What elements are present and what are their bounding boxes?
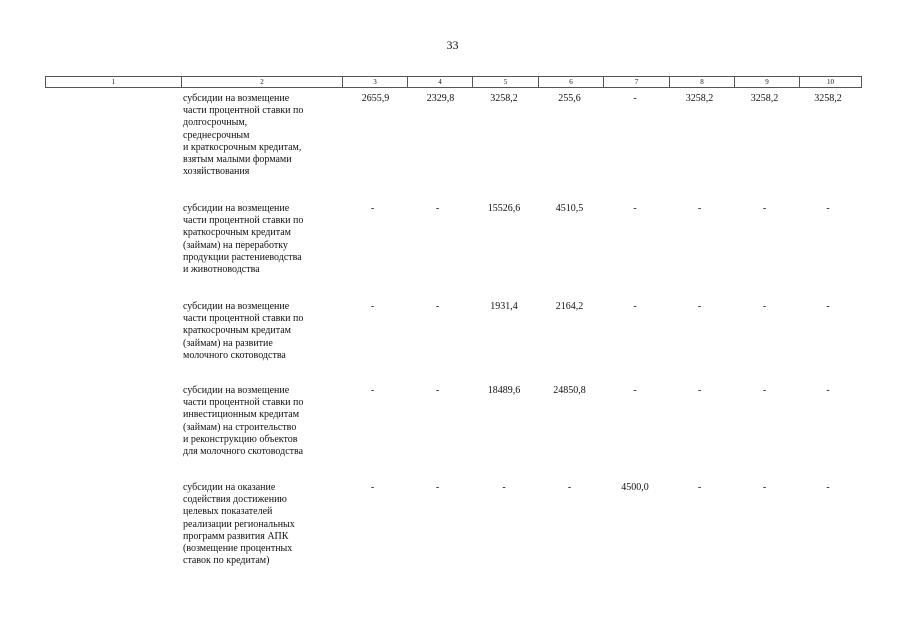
- value-col-8: -: [697, 203, 702, 214]
- value-col-3: -: [370, 482, 375, 493]
- value-col-8: -: [697, 482, 702, 493]
- value-col-6: 2164,2: [555, 301, 584, 312]
- value-col-6: -: [567, 482, 572, 493]
- value-col-6: 4510,5: [555, 203, 584, 214]
- value-col-8: 3258,2: [685, 93, 714, 104]
- value-col-7: -: [633, 93, 637, 104]
- value-col-7: -: [633, 301, 637, 312]
- page-number: 33: [446, 38, 459, 52]
- value-col-9: -: [762, 385, 767, 396]
- header-cell-9: 9: [734, 77, 799, 87]
- value-col-10: -: [826, 482, 830, 493]
- value-col-3: -: [370, 301, 375, 312]
- value-col-6: 255,6: [558, 93, 581, 104]
- value-col-7: -: [633, 203, 637, 214]
- row-description: субсидии на возмещение части процентной ставки по краткосрочным кредитам (займам) на переработку продукции растениеводства и животноводства: [183, 203, 304, 276]
- header-cell-6: 6: [538, 77, 603, 87]
- header-cell-1: 1: [111, 78, 116, 86]
- row-description: субсидии на оказание содействия достижению целевых показателей реализации региональных программ развития АПК (возмещение процентных ставок по кредитам): [183, 482, 295, 567]
- value-col-9: -: [762, 301, 767, 312]
- value-col-5: -: [502, 482, 506, 493]
- value-col-4: -: [435, 385, 440, 396]
- header-cell-4: 4: [407, 77, 472, 87]
- value-col-7: 4500,0: [621, 482, 649, 493]
- value-col-9: -: [762, 482, 767, 493]
- value-col-4: -: [435, 482, 440, 493]
- value-col-5: 3258,2: [490, 93, 518, 104]
- value-col-8: -: [697, 385, 702, 396]
- value-col-3: -: [370, 385, 375, 396]
- value-col-4: 2329,8: [426, 93, 455, 104]
- value-col-10: -: [826, 301, 830, 312]
- value-col-4: -: [435, 301, 440, 312]
- table-header-row: [45, 76, 862, 88]
- header-cell-5: 5: [472, 77, 538, 87]
- header-cell-10: 10: [799, 77, 861, 87]
- value-col-9: 3258,2: [750, 93, 779, 104]
- value-col-10: -: [826, 385, 830, 396]
- header-cell-3: 3: [342, 77, 407, 87]
- value-col-7: -: [633, 385, 637, 396]
- value-col-3: -: [370, 203, 375, 214]
- row-description: субсидии на возмещение части процентной ставки по инвестиционным кредитам (займам) на строительство и реконструкцию объектов для молочного скотоводства: [183, 385, 304, 458]
- value-col-8: -: [697, 301, 702, 312]
- value-col-10: 3258,2: [814, 93, 842, 104]
- row-description: субсидии на возмещение части процентной ставки по краткосрочным кредитам (займам) на развитие молочного скотоводства: [183, 301, 304, 361]
- value-col-6: 24850,8: [553, 385, 586, 396]
- value-col-9: -: [762, 203, 767, 214]
- header-cell-2: 2: [181, 77, 342, 87]
- value-col-5: 15526,6: [487, 203, 521, 214]
- header-cell-8: 8: [669, 77, 734, 87]
- header-cell-7: 7: [603, 77, 669, 87]
- value-col-10: -: [826, 203, 830, 214]
- value-col-5: 1931,4: [490, 301, 518, 312]
- value-col-4: -: [435, 203, 440, 214]
- row-description: субсидии на возмещение части процентной ставки по долгосрочным, среднесрочным и краткосрочным кредитам, взятым малыми формами хозяйствования: [183, 93, 304, 178]
- value-col-5: 18489,6: [487, 385, 521, 396]
- value-col-3: 2655,9: [361, 93, 390, 104]
